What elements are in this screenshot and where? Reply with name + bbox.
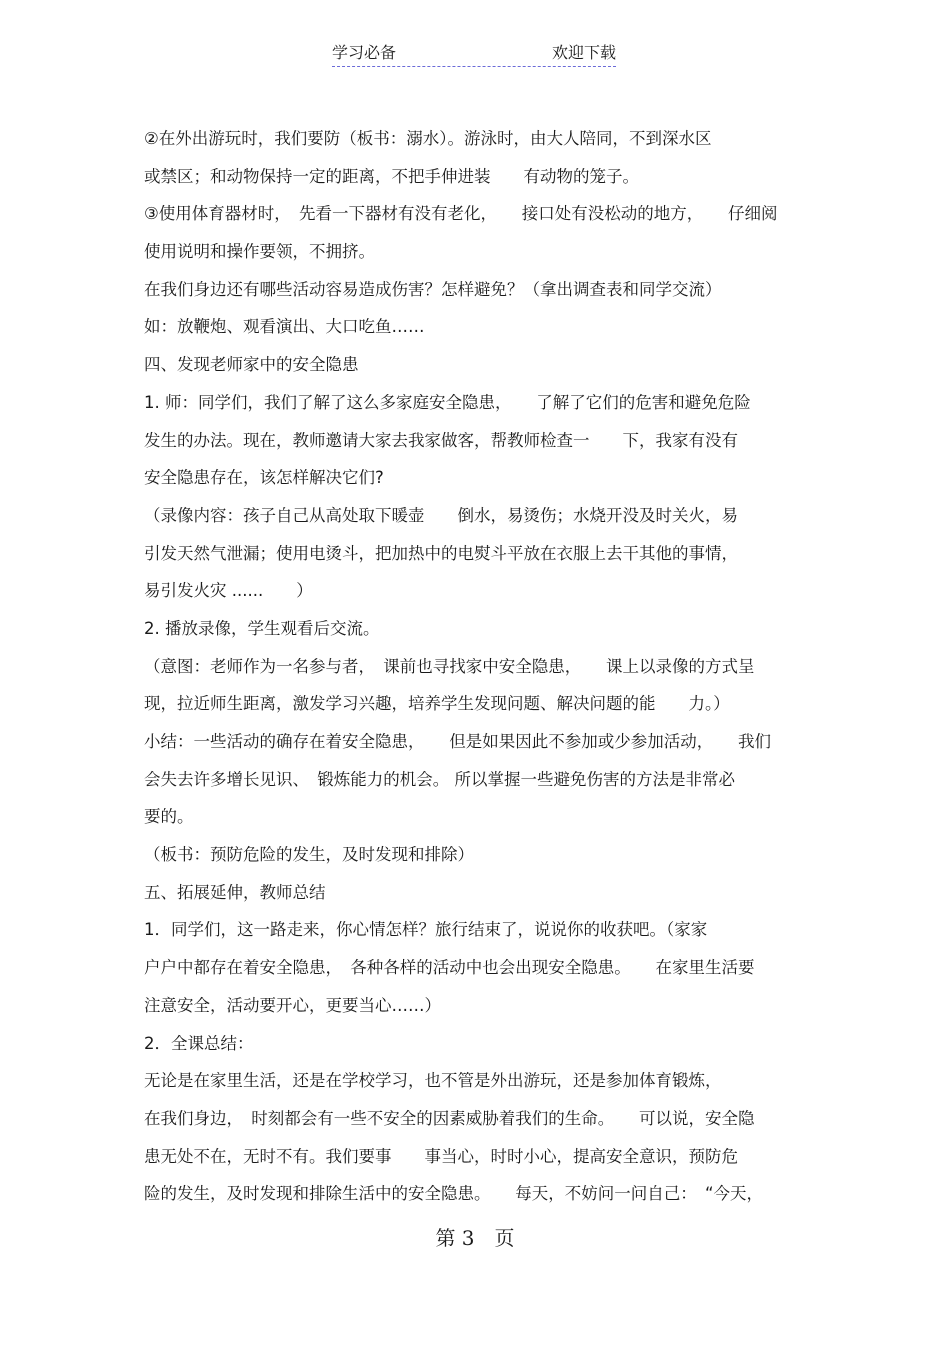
text-line: （意图：老师作为一名参与者， 课前也寻找家中安全隐患， 课上以录像的方式呈 [144, 656, 755, 676]
text-line: ③使用体育器材时， 先看一下器材有没有老化， 接口处有没松动的地方， 仔细阅 [144, 204, 778, 224]
text-line: 2. 播放录像，学生观看后交流。 [144, 618, 380, 638]
header-right-text: 欢迎下载 [551, 43, 616, 62]
page-header [332, 40, 616, 67]
text-line: （板书：预防危险的发生，及时发现和排除） [144, 845, 474, 865]
text-line: 1．同学们，这一路走来，你心情怎样？旅行结束了，说说你的收获吧。（家家 [144, 920, 708, 940]
text-line: 易引发火灾 ...... ） [144, 581, 313, 601]
text-line: 2．全课总结： [144, 1033, 254, 1053]
text-line: ②在外出游玩时，我们要防（板书：溺水）。游泳时，由大人陪同，不到深水区 [144, 129, 712, 148]
text-line: （录像内容：孩子自己从高处取下暖壶 倒水，易烫伤；水烧开没及时关火，易 [144, 505, 738, 525]
section-heading: 五、拓展延伸，教师总结 [144, 882, 326, 902]
text-line: 发生的办法。现在，教师邀请大家去我家做客，帮教师检查一 下，我家有没有 [144, 430, 738, 450]
text-line: 险的发生，及时发现和排除生活中的安全隐患。 每天，不妨问一问自己： “今天， [144, 1184, 764, 1204]
text-line: 无论是在家里生活，还是在学校学习，也不管是外出游玩，还是参加体育锻炼， [144, 1071, 722, 1091]
page-number: 第 3 页 [435, 1226, 515, 1250]
document-body [144, 120, 814, 1213]
section-heading: 四、发现老师家中的安全隐患 [144, 355, 359, 375]
text-line: 1. 师：同学们，我们了解了这么多家庭安全隐患， 了解了它们的危害和避免危险 [144, 392, 751, 412]
text-line: 在我们身边还有哪些活动容易造成伤害？怎样避免？（拿出调查表和同学交流） [144, 279, 722, 299]
text-line: 会失去许多增长见识、 锻炼能力的机会。 所以掌握一些避免伤害的方法是非常必 [144, 769, 735, 789]
text-line: 患无处不在，无时不有。我们要事 事当心，时时小心，提高安全意识，预防危 [144, 1146, 738, 1166]
text-line: 如：放鞭炮、观看演出、大口吃鱼…… [144, 317, 425, 337]
text-line: 引发天然气泄漏；使用电烫斗，把加热中的电熨斗平放在衣服上去干其他的事情， [144, 543, 738, 563]
text-line: 安全隐患存在，该怎样解决它们? [144, 468, 384, 488]
header-left-text: 学习必备 [332, 43, 397, 62]
text-line: 在我们身边， 时刻都会有一些不安全的因素威胁着我们的生命。 可以说，安全隐 [144, 1108, 755, 1128]
text-line: 或禁区；和动物保持一定的距离，不把手伸进装 有动物的笼子。 [144, 166, 639, 186]
text-line: 注意安全，活动要开心，更要当心……） [144, 995, 441, 1015]
text-line: 使用说明和操作要领，不拥挤。 [144, 242, 375, 262]
text-line: 户户中都存在着安全隐患， 各种各样的活动中也会出现安全隐患。 在家里生活要 [144, 958, 755, 978]
text-line: 要的。 [144, 807, 194, 827]
text-line: 现，拉近师生距离，激发学习兴趣，培养学生发现问题、解决问题的能 力。） [144, 694, 730, 714]
text-line: 小结：一些活动的确存在着安全隐患， 但是如果因此不参加或少参加活动， 我们 [144, 732, 771, 751]
